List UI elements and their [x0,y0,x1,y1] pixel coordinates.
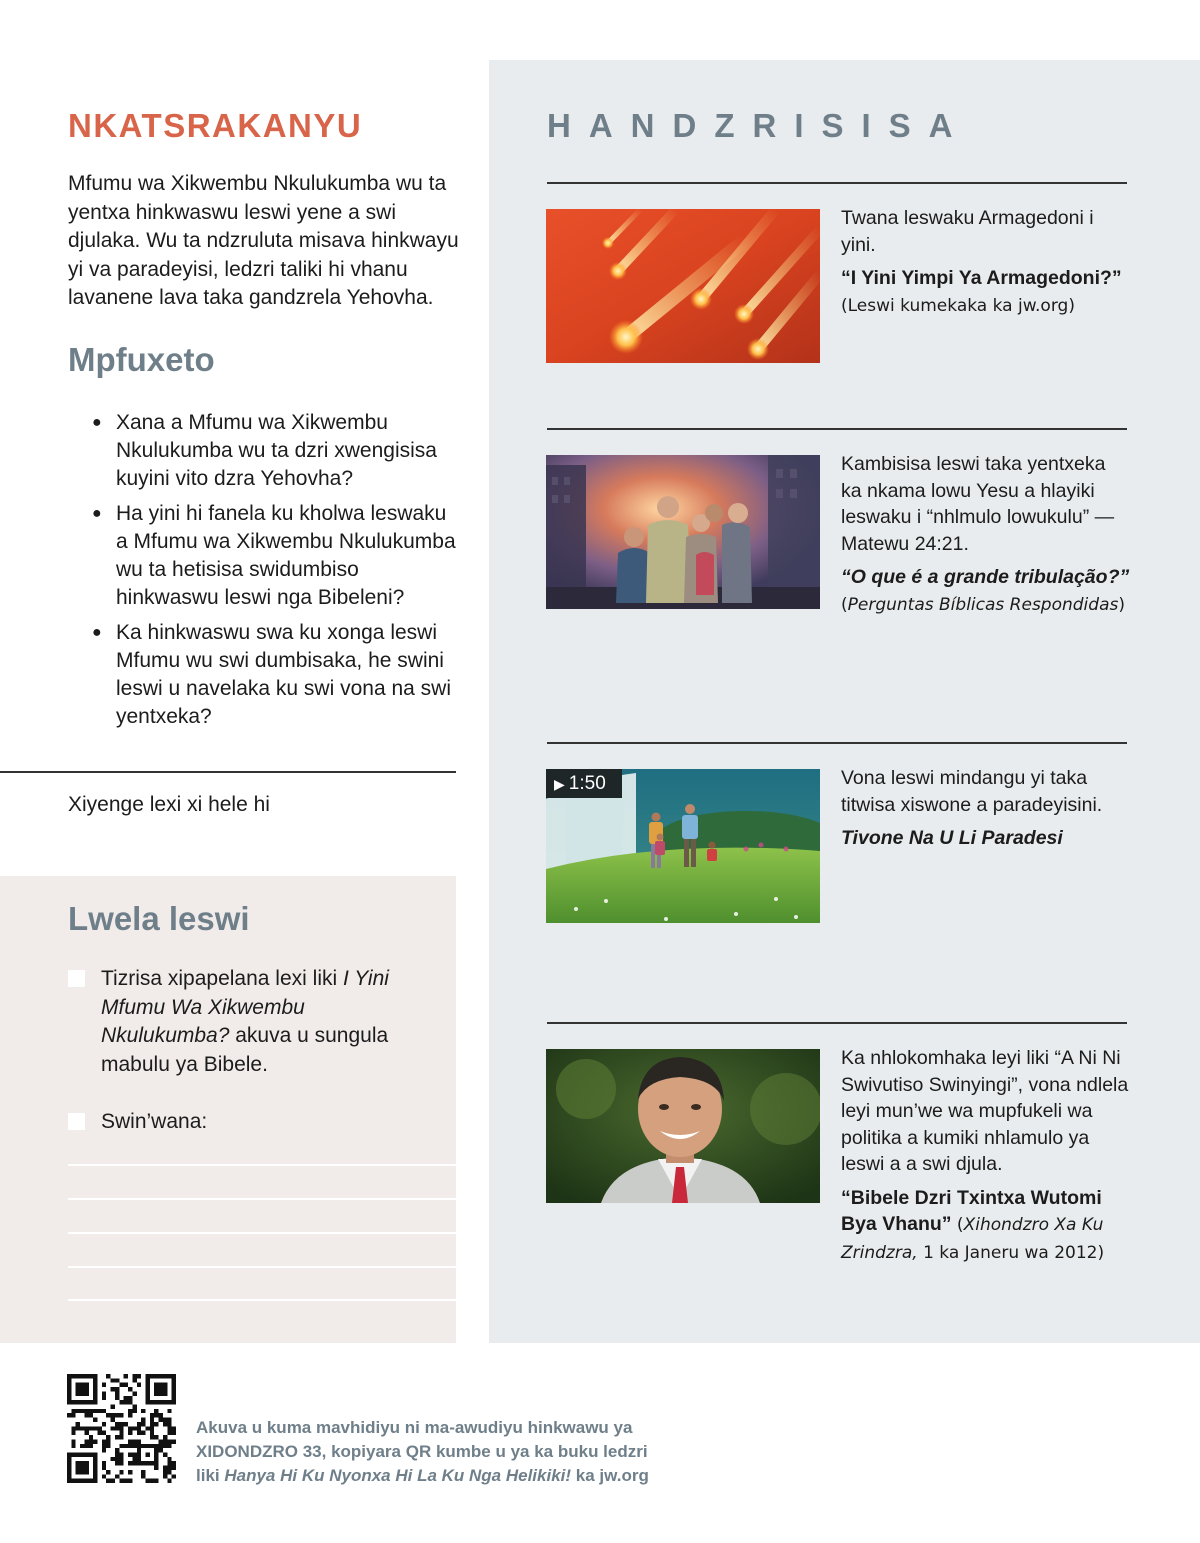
notes-label: Xiyenge lexi xi hele hi [68,793,270,816]
footer-text: Akuva u kuma mavhidiyu ni ma-awudiyu hinkwawu ya XIDONDZRO 33, kopiyara QR kumbe u ya ka buku ledzri liki Hanya Hi Ku Nyonxa Hi La Ku Nga Helikiki! ka jw.org [196,1418,649,1485]
divider [547,182,1127,184]
divider [0,771,456,773]
explore-item-2-text [841,451,1131,618]
reference-source: (Perguntas Bíblicas Respondidas) [841,594,1125,615]
review-heading: Mpfuxeto [68,340,215,378]
checkbox[interactable] [68,1113,85,1130]
write-line[interactable] [68,1232,456,1234]
explore-item-4-text [841,1045,1131,1266]
write-line[interactable] [68,1299,456,1301]
summary-section [68,106,460,738]
reference-source: (Xihondzro Xa Ku Zrindzra, 1 ka Janeru wa 2012) [841,1215,1105,1263]
qr-code[interactable] [67,1374,176,1483]
item-description: Ka nhlokomhaka leyi liki “A Ni Ni Swivutiso Swinyingi”, vona ndlela leyi mun’we wa mupfukeli wa politika a kumiki nhlamulo ya leswi a a swi djula. [841,1047,1129,1175]
reference-title[interactable]: “I Yini Yimpi Ya Armagedoni?” [841,267,1122,289]
write-line[interactable] [68,1198,456,1200]
todo-item-other[interactable] [68,1108,428,1137]
todo-item-label: Tizrisa xipapelana lexi liki I Yini Mfumu Wa Xikwembu Nkulukumba? akuva u sungula mabulu ya Bibele. [101,967,389,1076]
item-description: Vona leswi mindangu yi taka titwisa xiswone a paradeyisini. [841,767,1103,816]
paradise-video-thumbnail[interactable] [546,769,820,923]
item-description: Twana leswaku Armagedoni i yini. [841,207,1094,256]
divider [547,742,1127,744]
review-question: ● Ha yini hi fanela ku kholwa leswaku a Mfumu wa Xikwembu Nkulukumba wu ta hetisisa swidumbiso hinkwaswu leswi nga Bibeleni? [92,500,460,612]
booklet-title: I Yini Mfumu Wa Xikwembu Nkulukumba? [101,967,389,1047]
write-line[interactable] [68,1164,456,1166]
reference-title[interactable]: “Bibele Dzri Txintxa Wutomi Bya Vhanu” [841,1186,1102,1235]
man-portrait-image[interactable] [546,1049,820,1203]
item-reference[interactable] [841,265,1131,319]
write-line[interactable] [68,1266,456,1268]
summary-text: Mfumu wa Xikwembu Nkulukumba wu ta yentxa hinkwaswu leswi yene a swi djulaka. Wu ta ndzruluta misava hinkwayu yi va paradeyisi, ledzri taliki hi vhanu lavanene lava taka gandzrela Yehovha. [68,172,459,309]
book-title: Hanya Hi Ku Nyonxa Hi La Ku Nga Helikiki! [224,1466,572,1485]
item-reference[interactable] [841,825,1131,852]
item-description: Kambisisa leswi taka yentxeka ka nkama lowu Yesu a hlayiki leswaku i “nhlmulo lowukulu” —Matewu 24:21. [841,453,1115,555]
divider [547,428,1127,430]
explore-item-1-text [841,205,1131,319]
item-reference[interactable] [841,1185,1131,1267]
video-duration-badge: ▶ 1:50 [546,769,622,798]
reference-title[interactable]: “O que é a grande tribulação?” [841,566,1130,588]
todo-item-label: Swin’wana: [101,1110,208,1133]
item-reference[interactable] [841,564,1131,618]
reference-title[interactable]: Tivone Na U Li Paradesi [841,827,1063,849]
reference-source: (Leswi kumekaka ka jw.org) [841,295,1075,316]
checkbox[interactable] [68,970,85,987]
explore-item-3-text [841,765,1131,852]
play-icon: ▶ [554,776,565,792]
divider [547,1022,1127,1024]
review-question: ● Ka hinkwaswu swa ku xonga leswi Mfumu wu swi dumbisaka, he swini leswi u navelaka ku swi vona na swi yentxeka? [92,619,460,731]
review-question: ● Xana a Mfumu wa Xikwembu Nkulukumba wu ta dzri xwengisisa kuyini vito dzra Yehovha? [92,409,460,493]
family-disaster-image[interactable] [546,455,820,609]
meteors-image[interactable] [546,209,820,363]
todo-item-booklet[interactable] [68,965,428,1079]
summary-heading: NKATSRAKANYU [68,107,363,144]
explore-heading: HANDZRISISA [547,107,971,144]
review-list [68,409,460,731]
todo-heading: Lwela leswi [68,900,250,937]
